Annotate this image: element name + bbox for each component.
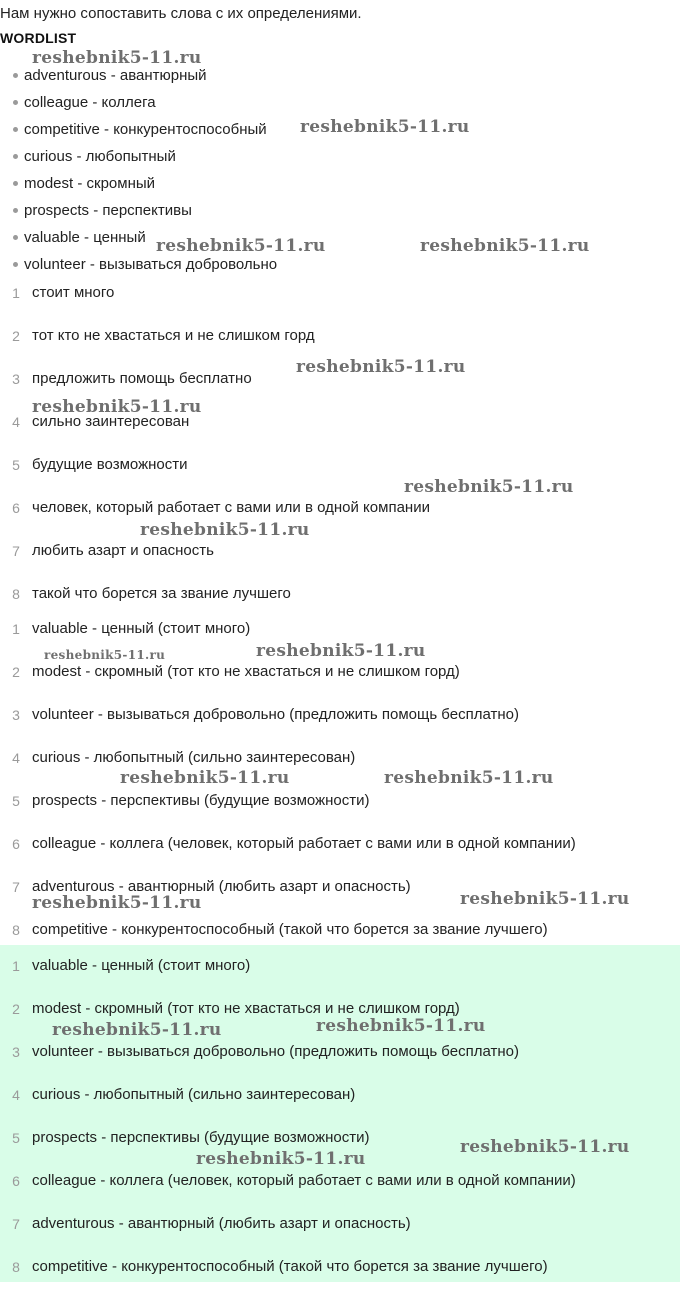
- watermark: reshebnik5-11.ru: [404, 477, 574, 497]
- word-entry: colleague - коллега: [24, 94, 156, 111]
- item-number: 6: [12, 836, 20, 852]
- watermark: reshebnik5-11.ru: [256, 641, 426, 661]
- item-number: 5: [12, 457, 20, 473]
- match-text: curious - любопытный (сильно заинтересован): [32, 749, 356, 766]
- watermark: reshebnik5-11.ru: [316, 1016, 486, 1036]
- watermark: reshebnik5-11.ru: [120, 768, 290, 788]
- answer-text: valuable - ценный (стоит много): [32, 957, 251, 974]
- item-number: 6: [12, 500, 20, 516]
- definition-item: [0, 499, 680, 542]
- match-item: [0, 749, 680, 792]
- answer-text: modest - скромный (тот кто не хвастаться и не слишком горд): [32, 1000, 460, 1017]
- definition-text: тот кто не хвастаться и не слишком горд: [32, 327, 315, 344]
- item-number: 3: [12, 707, 20, 723]
- item-number: 1: [12, 621, 20, 637]
- item-number: 6: [12, 1173, 20, 1189]
- item-number: 7: [12, 543, 20, 559]
- definition-text: человек, который работает с вами или в одной компании: [32, 499, 430, 516]
- definition-text: стоит много: [32, 284, 115, 301]
- watermark: reshebnik5-11.ru: [140, 520, 310, 540]
- word-entry: modest - скромный: [24, 175, 156, 192]
- answer-item: [0, 1086, 680, 1129]
- watermark: reshebnik5-11.ru: [296, 357, 466, 377]
- list-item: [0, 252, 680, 279]
- list-item: [0, 144, 680, 171]
- item-number: 8: [12, 1259, 20, 1275]
- definition-text: будущие возможности: [32, 456, 188, 473]
- definition-item: [0, 542, 680, 585]
- word-entry: prospects - перспективы: [24, 202, 192, 219]
- answer-item: [0, 1172, 680, 1215]
- watermark: reshebnik5-11.ru: [384, 768, 554, 788]
- watermark: reshebnik5-11.ru: [460, 1137, 630, 1157]
- item-number: 2: [12, 664, 20, 680]
- definition-text: предложить помощь бесплатно: [32, 370, 252, 387]
- answer-text: competitive - конкурентоспособный (такой что борется за звание лучшего): [32, 1258, 548, 1275]
- answer-item: [0, 1215, 680, 1258]
- item-number: 2: [12, 328, 20, 344]
- watermark: reshebnik5-11.ru: [32, 48, 202, 68]
- item-number: 4: [12, 414, 20, 430]
- item-number: 8: [12, 586, 20, 602]
- item-number: 3: [12, 371, 20, 387]
- watermark: reshebnik5-11.ru: [32, 397, 202, 417]
- match-text: competitive - конкурентоспособный (такой что борется за звание лучшего): [32, 921, 548, 938]
- bullet-icon: [13, 208, 18, 213]
- answer-text: volunteer - вызываться добровольно (предложить помощь бесплатно): [32, 1043, 519, 1060]
- item-number: 1: [12, 285, 20, 301]
- bullet-icon: [13, 100, 18, 105]
- match-text: prospects - перспективы (будущие возможности): [32, 792, 370, 809]
- match-text: modest - скромный (тот кто не хвастаться и не слишком горд): [32, 663, 460, 680]
- answer-item: [0, 957, 680, 1000]
- list-item: [0, 198, 680, 225]
- answers-list: [0, 957, 680, 1301]
- match-item: [0, 792, 680, 835]
- definitions-list: [0, 284, 680, 628]
- match-text: colleague - коллега (человек, который работает с вами или в одной компании): [32, 835, 576, 852]
- match-text: valuable - ценный (стоит много): [32, 620, 251, 637]
- item-number: 7: [12, 879, 20, 895]
- match-item: [0, 835, 680, 878]
- bullet-icon: [13, 235, 18, 240]
- word-entry: curious - любопытный: [24, 148, 176, 165]
- item-number: 3: [12, 1044, 20, 1060]
- word-entry: valuable - ценный: [24, 229, 146, 246]
- bullet-icon: [13, 73, 18, 78]
- bullet-icon: [13, 262, 18, 267]
- watermark: reshebnik5-11.ru: [300, 117, 470, 137]
- definition-item: [0, 284, 680, 327]
- definition-text: такой что борется за звание лучшего: [32, 585, 291, 602]
- definition-text: любить азарт и опасность: [32, 542, 214, 559]
- definition-text: сильно заинтересован: [32, 413, 190, 430]
- word-entry: competitive - конкурентоспособный: [24, 121, 267, 138]
- item-number: 8: [12, 922, 20, 938]
- answer-item: [0, 1043, 680, 1086]
- bullet-icon: [13, 127, 18, 132]
- match-item: [0, 663, 680, 706]
- bullet-icon: [13, 154, 18, 159]
- watermark: reshebnik5-11.ru: [460, 889, 630, 909]
- item-number: 2: [12, 1001, 20, 1017]
- watermark: reshebnik5-11.ru: [44, 648, 166, 662]
- list-item: [0, 90, 680, 117]
- definition-item: [0, 456, 680, 499]
- wordlist-title: WORDLIST: [0, 30, 77, 46]
- match-item: [0, 706, 680, 749]
- word-entry: volunteer - вызываться добровольно: [24, 256, 278, 273]
- definition-item: [0, 413, 680, 456]
- answer-item: [0, 1258, 680, 1301]
- word-entry: adventurous - авантюрный: [24, 67, 207, 84]
- answer-text: adventurous - авантюрный (любить азарт и опасность): [32, 1215, 411, 1232]
- watermark: reshebnik5-11.ru: [32, 893, 202, 913]
- answer-text: colleague - коллега (человек, который работает с вами или в одной компании): [32, 1172, 576, 1189]
- item-number: 1: [12, 958, 20, 974]
- watermark: reshebnik5-11.ru: [52, 1020, 222, 1040]
- item-number: 5: [12, 793, 20, 809]
- bullet-icon: [13, 181, 18, 186]
- watermark: reshebnik5-11.ru: [156, 236, 326, 256]
- answer-text: prospects - перспективы (будущие возможности): [32, 1129, 370, 1146]
- answer-text: curious - любопытный (сильно заинтересован): [32, 1086, 356, 1103]
- intro-text: Нам нужно сопоставить слова с их определениями.: [0, 5, 362, 22]
- list-item: [0, 171, 680, 198]
- item-number: 5: [12, 1130, 20, 1146]
- match-text: volunteer - вызываться добровольно (предложить помощь бесплатно): [32, 706, 519, 723]
- item-number: 7: [12, 1216, 20, 1232]
- item-number: 4: [12, 750, 20, 766]
- watermark: reshebnik5-11.ru: [420, 236, 590, 256]
- watermark: reshebnik5-11.ru: [196, 1149, 366, 1169]
- match-text: adventurous - авантюрный (любить азарт и опасность): [32, 878, 411, 895]
- item-number: 4: [12, 1087, 20, 1103]
